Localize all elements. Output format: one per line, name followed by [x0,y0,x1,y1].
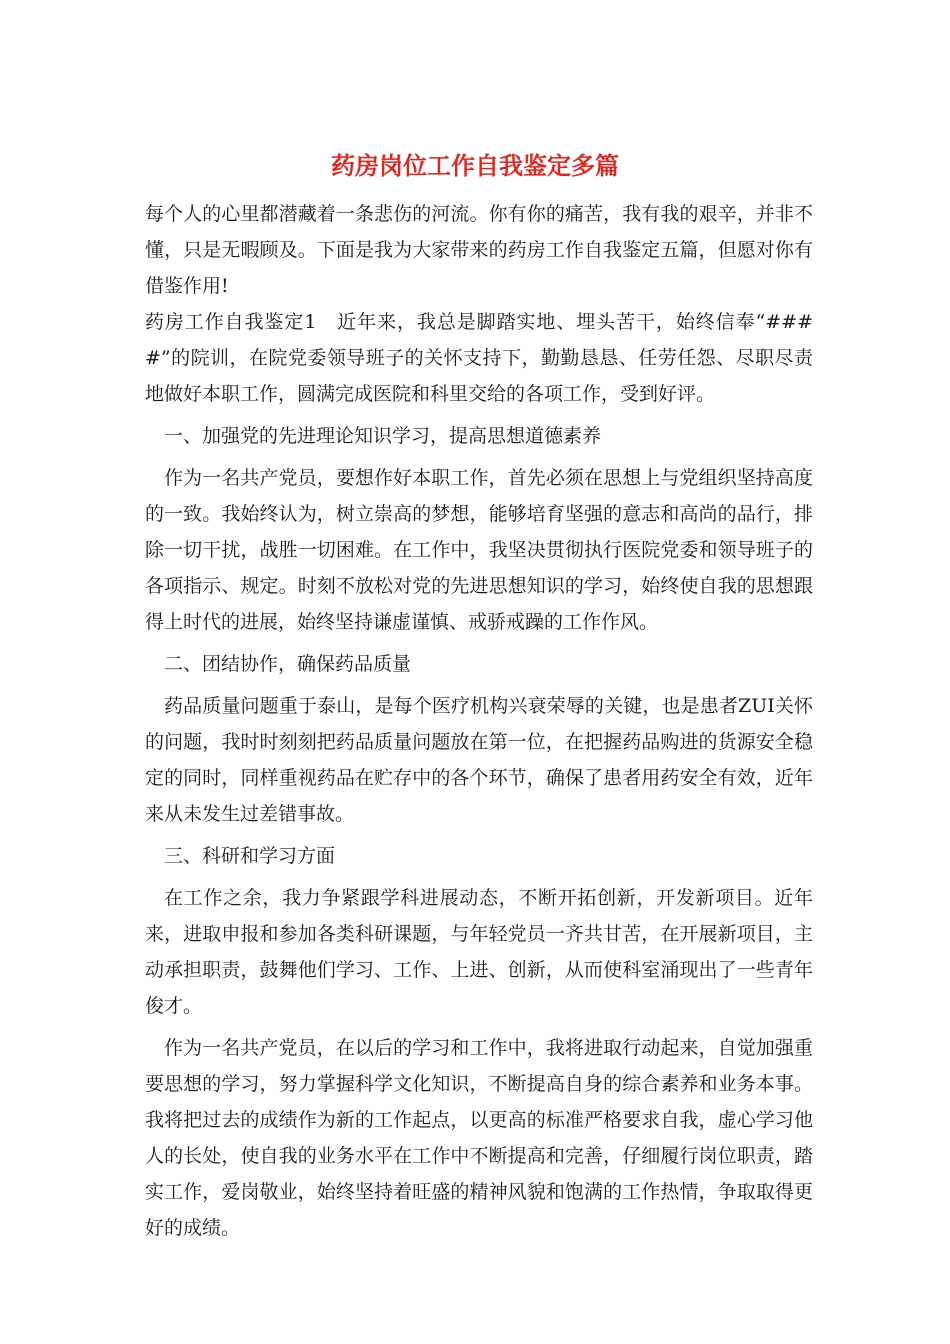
document-title: 药房岗位工作自我鉴定多篇 [331,151,619,180]
section-paragraph-3: 在工作之余，我力争紧跟学科进展动态，不断开拓创新，开发新项目。近年来，进取申报和参加各类科研课题，与年轻党员一齐共甘苦，在开展新项目，主动承担职责，鼓舞他们学习、工作、上进、创新，从而使科室涌现出了一些青年俊才。 [145,887,813,1017]
evaluation-1-opening-paragraph: 药房工作自我鉴定1 近年来，我总是脚踏实地、埋头苦干，始终信奉“####”的院训，在院党委领导班子的关怀支持下，勤勤恳恳、任劳任怨、尽职尽责地做好本职工作，圆满完成医院和科里交给的各项工作，受到好评。 [145,311,813,405]
section-paragraph-2: 药品质量问题重于泰山，是每个医疗机构兴衰荣辱的关键，也是患者ZUI关怀的问题，我时时刻刻把药品质量问题放在第一位，在把握药品购进的货源安全稳定的同时，同样重视药品在贮存中的各个环节，确保了患者用药安全有效，近年来从未发生过差错事故。 [145,695,813,825]
document-body [145,196,813,1246]
section-heading-1: 一、加强党的先进理论知识学习，提高思想道德素养 [164,425,602,447]
closing-paragraph: 作为一名共产党员，在以后的学习和工作中，我将进取行动起来，自觉加强重要思想的学习，努力掌握科学文化知识，不断提高自身的综合素养和业务本事。我将把过去的成绩作为新的工作起点，以更高的标准严格要求自我，虚心学习他人的长处，使自我的业务水平在工作中不断提高和完善，仔细履行岗位职责，踏实工作，爱岗敬业，始终坚持着旺盛的精神风貌和饱满的工作热情，争取取得更好的成绩。 [145,1037,813,1239]
section-heading-3: 三、科研和学习方面 [164,845,336,867]
intro-paragraph: 每个人的心里都潜藏着一条悲伤的河流。你有你的痛苦，我有我的艰辛，并非不懂，只是无暇顾及。下面是我为大家带来的药房工作自我鉴定五篇，但愿对你有借鉴作用! [145,203,813,297]
section-paragraph-1: 作为一名共产党员，要想作好本职工作，首先必须在思想上与党组织坚持高度的一致。我始终认为，树立崇高的梦想，能够培育坚强的意志和高尚的品行，排除一切干扰，战胜一切困难。在工作中，我坚决贯彻执行医院党委和领导班子的各项指示、规定。时刻不放松对党的先进思想知识的学习，始终使自我的思想跟得上时代的进展，始终坚持谦虚谨慎、戒骄戒躁的工作作风。 [145,467,813,633]
section-heading-2: 二、团结协作，确保药品质量 [164,653,412,675]
